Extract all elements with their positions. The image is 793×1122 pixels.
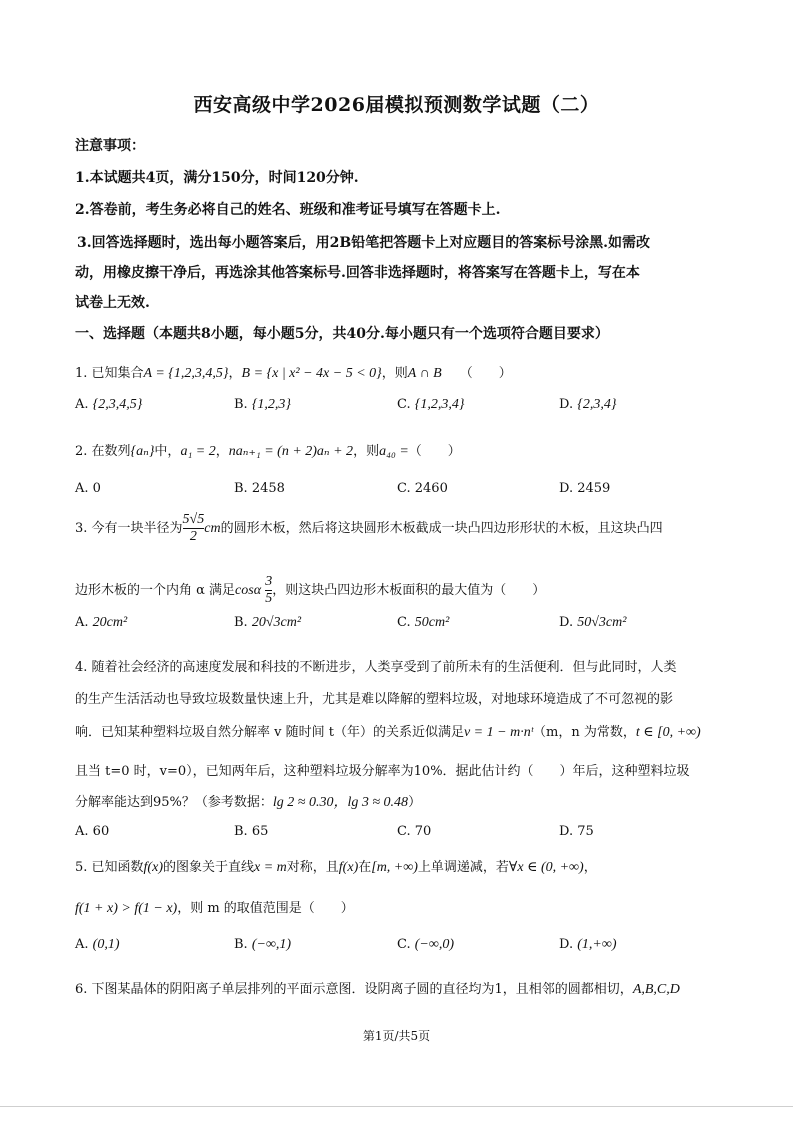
q1-option-c: C. {1,2,3,4}: [397, 397, 465, 412]
q1-option-b: B. {1,2,3}: [234, 397, 292, 412]
q5-option-c: C. (−∞,0): [397, 937, 455, 952]
question-3-line-1: 3. 今有一块半径为 $\frac{5√5}{2}$ cm的圆形木板，然后将这块圆形木板截成一块凸四边形形状的木板，且这块凸四: [75, 512, 663, 544]
q1-paren: （ ）: [459, 366, 512, 381]
question-5-line-1: 5. 已知函数f(x)的图象关于直线x = m对称，且f(x)在[m, +∞)上单调递减，若∀x ∈ (0, +∞)，: [75, 860, 597, 875]
q2-cond-1: a₁ = 2: [180, 444, 216, 459]
q4-reference: lg 2 ≈ 0.30，lg 3 ≈ 0.48: [272, 795, 409, 810]
q4-formula: v = 1 − m·nᵗ: [463, 725, 534, 740]
q5-option-b: B. (−∞,1): [234, 937, 292, 952]
question-4-line-5: 分解率能达到95%？（参考数据：lg 2 ≈ 0.30，lg 3 ≈ 0.48）: [75, 795, 422, 810]
q6-points: A,B,C,D: [632, 982, 680, 997]
q2-option-b: B. 2458: [234, 481, 285, 496]
page-title: 西安高级中学2026届模拟预测数学试题（二）: [193, 94, 600, 116]
q4-option-b: B. 65: [234, 824, 269, 839]
q3-option-d: D. 50√3cm²: [559, 615, 627, 630]
q1-option-d: D. {2,3,4}: [559, 397, 617, 412]
question-4-line-1: 4. 随着社会经济的高速度发展和科技的不断进步，人类享受到了前所未有的生活便利．但与此同时，人类: [75, 660, 677, 675]
q3-option-b: B. 20√3cm²: [234, 615, 302, 630]
q5-option-a: A. (0,1): [75, 937, 120, 952]
notice-item-3-line-1: 3.回答选择题时，选出每小题答案后，用2B铅笔把答题卡上对应题目的答案标号涂黑.如需改: [77, 235, 651, 251]
q1-option-a: A. {2,3,4,5}: [75, 397, 143, 412]
q3-option-a: A. 20cm²: [75, 615, 128, 630]
question-1: 1. 已知集合A = {1,2,3,4,5}，B = {x | x² − 4x − 5 < 0}，则A ∩ B （ ）: [75, 366, 512, 381]
bottom-rule: [0, 1106, 793, 1107]
q1-set-b: B = {x | x² − 4x − 5 < 0}: [241, 366, 382, 381]
question-4-line-2: 的生产生活活动也导致垃圾数量快速上升，尤其是难以降解的塑料垃圾，对地球环境造成了不可忽视的影: [75, 692, 674, 707]
q2-target: a₄₀ =: [379, 444, 409, 459]
q2-sequence: {aₙ}: [130, 444, 155, 459]
q3-cos-fraction: $\frac{3}{5}$: [265, 574, 273, 606]
notice-item-3-line-2: 动，用橡皮擦干净后，再选涂其他答案标号.回答非选择题时，将答案写在答题卡上，写在本: [75, 265, 640, 281]
q2-cond-2: naₙ₊₁ = (n + 2)aₙ + 2: [228, 444, 354, 459]
q1-expr: A ∩ B: [407, 366, 442, 381]
q3-option-c: C. 50cm²: [397, 615, 450, 630]
notice-item-1: 1.本试题共4页，满分150分，时间120分钟.: [75, 170, 359, 186]
notice-item-3-line-3: 试卷上无效.: [75, 295, 150, 311]
question-2: 2. 在数列{aₙ}中，a₁ = 2，naₙ₊₁ = (n + 2)aₙ + 2，则a₄₀ =（ ）: [75, 444, 461, 459]
q2-option-d: D. 2459: [559, 481, 611, 496]
q5-inequality: f(1 + x) > f(1 − x): [75, 901, 178, 916]
notice-heading: 注意事项：: [75, 138, 145, 154]
q1-ask: ，则: [381, 366, 408, 381]
notice-item-2: 2.答卷前，考生务必将自己的姓名、班级和准考证号填写在答题卡上.: [75, 202, 501, 218]
q3-unit: cm: [204, 521, 221, 536]
question-4-line-3: 响．已知某种塑料垃圾自然分解率 v 随时间 t（年）的关系近似满足v = 1 − m·nᵗ（m，n 为常数，t ∈ [0, +∞): [75, 725, 701, 740]
page-footer: 第1页/共5页: [362, 1029, 431, 1043]
section-heading: 一、选择题（本题共8小题，每小题5分，共40分.每小题只有一个选项符合题目要求）: [75, 326, 609, 342]
q2-option-a: A. 0: [75, 481, 101, 496]
q5-option-d: D. (1,+∞): [559, 937, 617, 952]
q4-option-d: D. 75: [559, 824, 594, 839]
q2-option-c: C. 2460: [397, 481, 448, 496]
question-4-line-4: 且当 t=0 时，v=0），已知两年后，这种塑料垃圾分解率为10%．据此估计约（ ）年后，这种塑料垃圾: [75, 764, 690, 779]
q4-domain: t ∈ [0, +∞): [635, 725, 701, 740]
q3-cos: cosα: [235, 583, 262, 598]
q1-set-a: A = {1,2,3,4,5}: [143, 366, 229, 381]
q3-radius-fraction: $\frac{5√5}{2}$: [182, 512, 205, 544]
q4-option-a: A. 60: [75, 824, 110, 839]
question-6-line-1: 6. 下图某晶体的阴阳离子单层排列的平面示意图．设阴离子圆的直径均为1，且相邻的圆都相切，A,B,C,D: [75, 982, 680, 997]
q1-prefix: 1. 已知集合: [75, 366, 144, 381]
question-3-line-2: 边形木板的一个内角 α 满足cosα $\frac{3}{5}$ ，则这块凸四边形木板面积的最大值为（ ）: [75, 574, 546, 606]
question-5-line-2: f(1 + x) > f(1 − x)，则 m 的取值范围是（ ）: [75, 901, 354, 916]
q4-option-c: C. 70: [397, 824, 432, 839]
